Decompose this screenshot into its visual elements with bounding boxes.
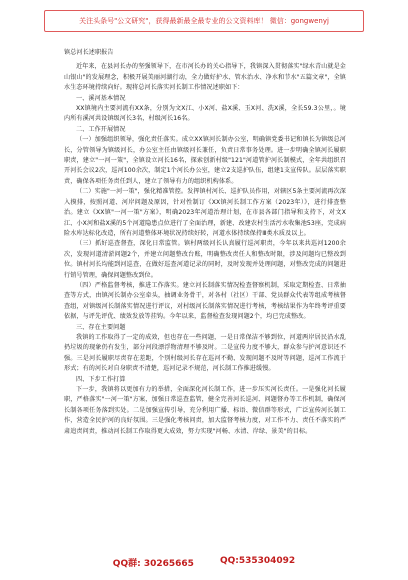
paragraph-precise-control: （二）实施"一河一策"，强化精准管控。发挥镇村河长、巡护队员作用，对辖区5条主要河流再次深入摸排，按照河道、河岸问题及原因，针对性制订《XX镇河长制工作方案（2023年）》，进行排查整治。建立《XX镇"一河一策"方案》，明确2023年河道治理计划，在市县各部门指导和支持下，对文X江、小X河和盐X溪的5个河道隐患点位进行了全面治理，新建、改建农村生活污水收集池53座，完成病险水库达标化改造，所有河道整体环境状况持续好转，河道水体持续保持Ⅲ类水质及以上。	[64, 188, 346, 237]
paragraph-assessment: （四）严格监督考核，推进工作落实。建立河长制落实情况检查督察机制，采取定期检查、日常抽查等方式，由镇河长制办公室牵头，抽调业务骨干，对各村（社区）干部、党员群众代表等组成考核督查组，对镇级河长制落实情况进行评议，对村级河长制落实情况进行考核，考核结果作为年终考评重要依据，与评先评优、绩效发放等挂钩。今年以来，监督检查发现问题2个，均已完成整改。	[64, 281, 346, 321]
heading-3: 三、存在主要问题	[76, 323, 126, 331]
paragraph-intro: 近年来，在县河长办的坚强领导下，在市河长办的关心指导下，我镇深入贯彻落实"绿水青山就是金山银山"的发展理念，积极开展美丽河湖行动，全力做好护水、管水治水、净水和节水"五篇文章"，全镇水生态环境持续向好。现将总河长落实河长制工作情况述职如下：	[64, 63, 346, 92]
heading-4: 四、下步工作打算	[76, 375, 126, 383]
paragraph-problems: 我镇的工作取得了一定的成效，但也存在一些问题，一是日常保洁不够到位，河道两岸居民沿水乱扔垃圾的现象仍有发生，部分河段漂浮物清理不够及时。二是宣传力度不够大，群众参与护河意识还不强。三是河长履职尽责存在差距，个别村级河长存在巡河不勤、发现问题不及时等问题，巡河工作流于形式；有的河长对自身职责不清楚，巡河记录不规范，河长制工作推进缓慢。	[64, 333, 346, 373]
paragraph-basic-info: XX镇境内主要河流有XX条，分别为文X江、小X河、盐X溪、玉X河、洗X溪，全长59.3公里，。境内所有溪河共设镇级河长3名，村级河长16名。	[64, 105, 346, 123]
footer-contact	[0, 556, 408, 570]
paragraph-organization: （一）加强组织领导，强化责任落实。成立XX镇河长制办公室，明确镇党委书记和镇长为镇级总河长，分管领导为镇级河长，办公室主任由镇级河长兼任，负责日常事务处理。进一步明确全镇河长履职职责，建立"一河一策"，全镇设立河长16名，探索创新村级"121"河道管护河长制模式，全年共组织召开河长会议2次，巡河100余次，制定1个河长办公室，建立2支巡护队伍，组建1支宣传队。层层落实职责，确保各项任务责任到人，建立了领导有力的组织机构体系。	[64, 136, 346, 185]
heading-2: 二、工作开展情况	[76, 125, 126, 133]
document-body	[64, 48, 346, 437]
footer-qq-group: QQ群: 30265665	[112, 559, 194, 569]
promo-banner	[44, 10, 364, 32]
document-title: 镇总河长述职报告	[64, 49, 114, 56]
footer-qq: QQ:535304092	[219, 556, 296, 566]
paragraph-inspection: （三）抓好巡查督查，深化日常监管。镇村两级河长认真履行巡河职责，今年以来共巡河1200余次，发现河道清淤问题2个，并建立问题整改台账，明确整改责任人和整改时限，涉及问题均已整改到位。镇村河长均能到河巡查，在做好巡查河道记录的同时，及时发现并处理问题，对整改完成的问题进行销号管理，确保问题整改到位。	[64, 240, 346, 279]
heading-1: 一、溪河基本情况	[76, 94, 126, 102]
paragraph-next-steps: 下一步，我镇将以更加有力的举措，全面深化河长制工作，进一步压实河长责任。一是强化河长履职，严格落实"一河一策"方案，加强日常巡查监管，健全完善河长巡河、问题督办等工作机制，确保河长制各项任务落到实处。二是加强宣传引导，充分利用广播、标语、微信群等形式，广泛宣传河长制工作，营造全民护河的良好氛围。三是强化考核问责，加大监督考核力度，对工作不力、责任不落实的严肃追责问责，推动河长制工作取得更大成效，努力实现"河畅、水清、岸绿、景美"的目标。	[64, 386, 346, 435]
promo-banner-text: 关注头条号"公文研究"，获得最新最全最专业的公文资料库！ 微信：gongwenyj	[79, 17, 329, 25]
